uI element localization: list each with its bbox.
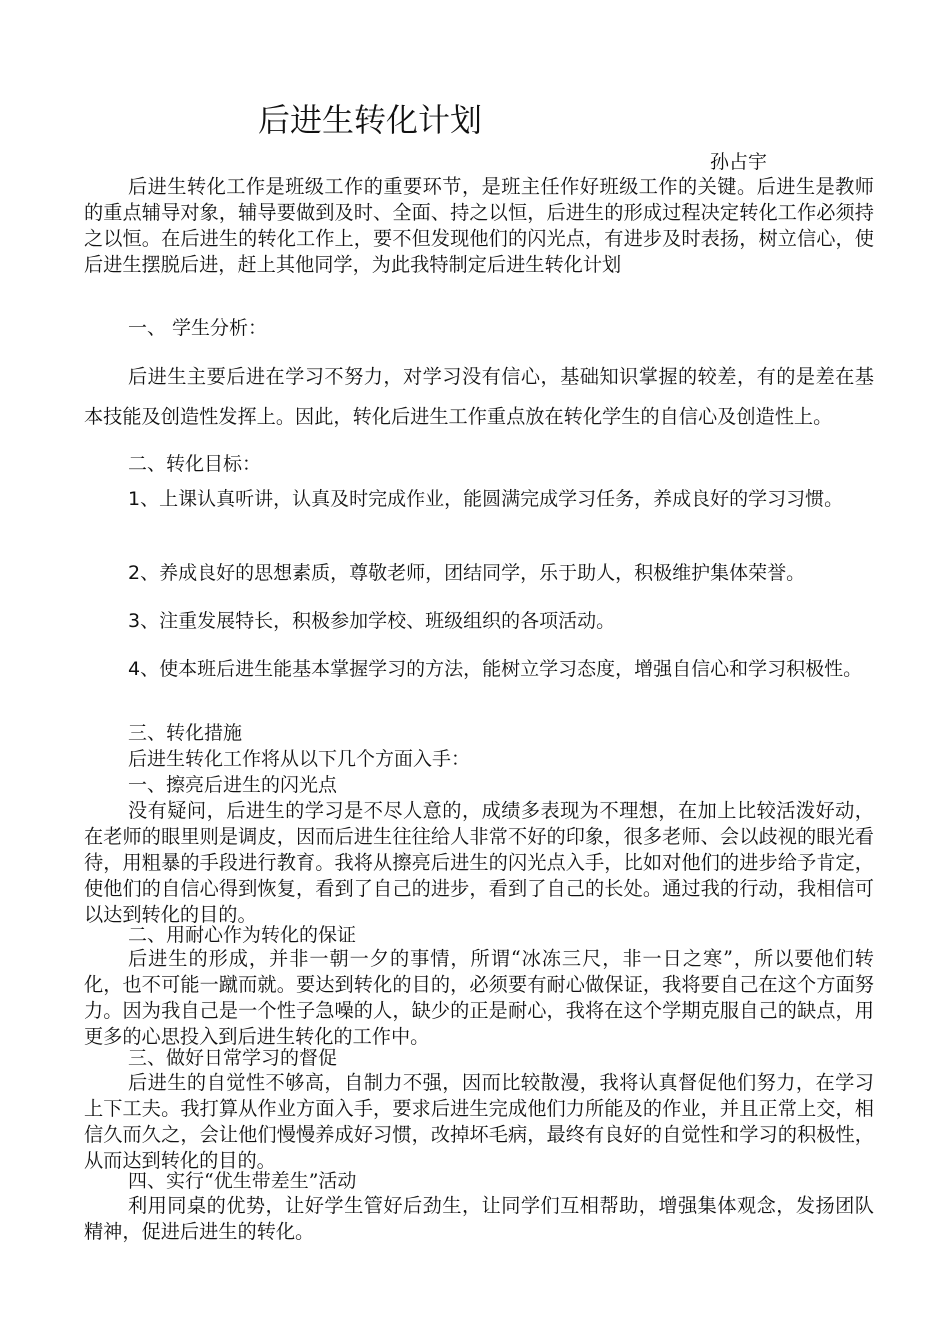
goal-item-3: 3、注重发展特长，积极参加学校、班级组织的各项活动。 xyxy=(128,610,616,632)
measure-4-heading: 四、实行“优生带差生”活动 xyxy=(128,1170,357,1192)
goal-item-1: 1、上课认真听讲，认真及时完成作业，能圆满完成学习任务，养成良好的学习习惯。 xyxy=(128,488,844,510)
measure-3-heading: 三、做好日常学习的督促 xyxy=(128,1047,338,1069)
section1-body: 后进生主要后进在学习不努力，对学习没有信心，基础知识掌握的较差，有的是差在基本技能及创造性发挥上。因此，转化后进生工作重点放在转化学生的自信心及创造性上。 xyxy=(84,365,874,428)
document-title: 后进生转化计划 xyxy=(258,101,483,139)
intro-paragraph: 后进生转化工作是班级工作的重要环节，是班主任作好班级工作的关键。后进生是教师的重点辅导对象，辅导要做到及时、全面、持之以恒，后进生的形成过程决定转化工作必须持之以恒。在后进生的转化工作上，要不但发现他们的闪光点，有进步及时表扬，树立信心，使后进生摆脱后进，赶上其他同学，为此我特制定后进生转化计划 xyxy=(84,175,874,276)
measure-4-body: 利用同桌的优势，让好学生管好后劲生，让同学们互相帮助，增强集体观念，发扬团队精神，促进后进生的转化。 xyxy=(84,1194,874,1243)
section1-heading: 一、 学生分析： xyxy=(128,317,268,339)
measure-1-heading: 一、擦亮后进生的闪光点 xyxy=(128,774,338,796)
measure-2-heading: 二、用耐心作为转化的保证 xyxy=(128,924,357,946)
goal-item-2: 2、养成良好的思想素质，尊敬老师，团结同学，乐于助人，积极维护集体荣誉。 xyxy=(128,562,806,584)
measure-2-body: 后进生的形成，并非一朝一夕的事情，所谓“冰冻三尺，非一日之寒”，所以要他们转化，也不可能一蹴而就。要达到转化的目的，必须要有耐心做保证，我将要自己在这个方面努力。因为我自己是一个性子急噪的人，缺少的正是耐心，我将在这个学期克服自己的缺点，用更多的心思投入到后进生转化的工作中。 xyxy=(84,947,874,1048)
goal-item-4: 4、使本班后进生能基本掌握学习的方法，能树立学习态度，增强自信心和学习积极性。 xyxy=(128,658,863,680)
section3-lead: 后进生转化工作将从以下几个方面入手： xyxy=(128,748,471,770)
measure-3-body: 后进生的自觉性不够高，自制力不强，因而比较散漫，我将认真督促他们努力，在学习上下工夫。我打算从作业方面入手，要求后进生完成他们力所能及的作业，并且正常上交，相信久而久之，会让他们慢慢养成好习惯，改掉坏毛病，最终有良好的自觉性和学习的积极性，从而达到转化的目的。 xyxy=(84,1071,874,1172)
author-name: 孙占宇 xyxy=(710,151,768,173)
section2-heading: 二、转化目标： xyxy=(128,453,262,475)
measure-1-body: 没有疑问，后进生的学习是不尽人意的，成绩多表现为不理想，在加上比较活泼好动，在老师的眼里则是调皮，因而后进生往往给人非常不好的印象，很多老师、会以歧视的眼光看待，用粗暴的手段进行教育。我将从擦亮后进生的闪光点入手，比如对他们的进步给予肯定，使他们的自信心得到恢复，看到了自己的进步，看到了自己的长处。通过我的行动，我相信可以达到转化的目的。 xyxy=(84,799,874,926)
section3-heading: 三、转化措施 xyxy=(128,722,243,744)
